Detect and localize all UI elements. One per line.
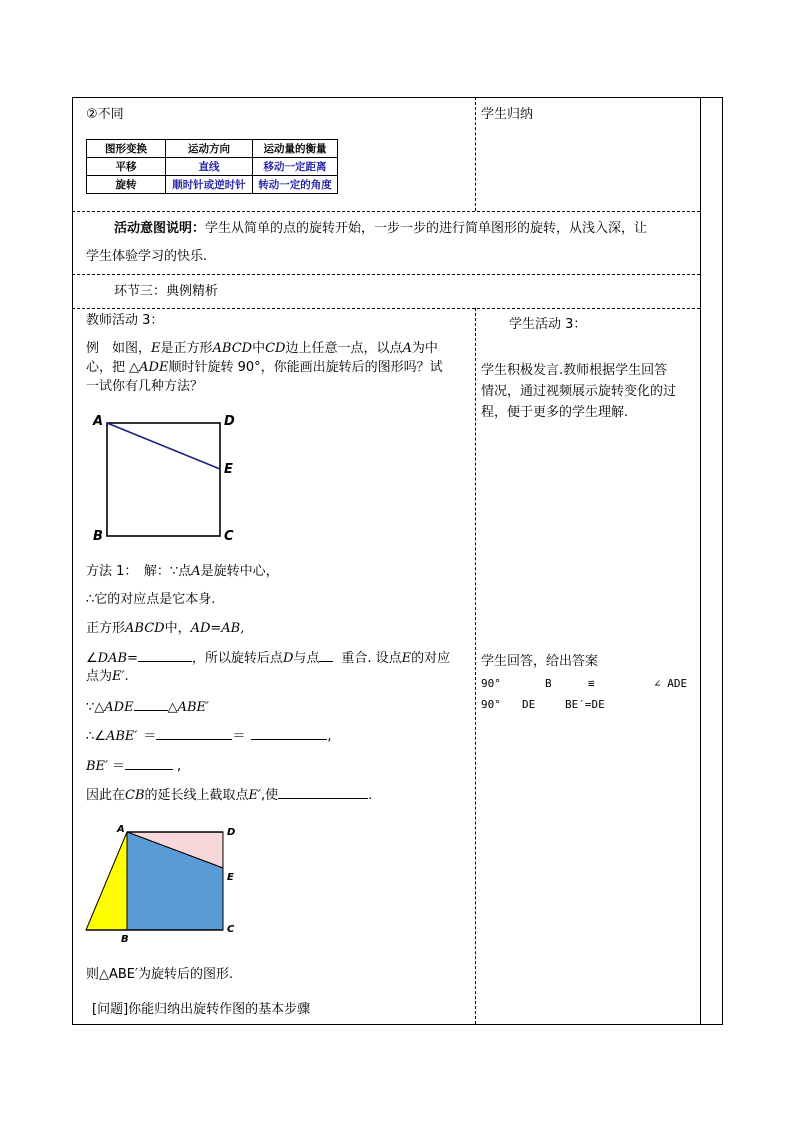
method-line-8 [86,757,181,776]
text: 方法 1： 解：∵点 [86,564,192,579]
text: , [177,759,182,774]
table-cell: 平移 [87,158,166,176]
method-line-6 [86,698,209,717]
text: BE′ [86,759,108,774]
teacher-heading: 教师活动 3： [86,313,164,328]
method-line-5 [86,668,129,686]
column-divider-upper [475,97,476,211]
label-e: E [224,462,233,477]
text: ABCD [212,341,253,356]
table-bottom-border [72,1024,722,1025]
column-divider-lower [475,308,476,1024]
answer-value: DE [522,698,536,711]
answer-value: 90° [481,677,501,690]
square-abcd [107,423,220,536]
text: D [282,651,294,666]
text: 点为 [86,669,113,684]
table-header-cell: 运动方向 [166,140,253,158]
top-right-text: 学生归纳 [481,107,534,122]
text: . [124,669,129,684]
text: ＝ [112,759,126,774]
text: ∴∠ [86,729,106,744]
text: ，所以旋转后点 [191,651,283,666]
student-heading: 学生活动 3： [509,317,587,332]
text: 为中 [411,341,438,356]
text: E′ [248,788,261,803]
example-line-1 [86,340,438,358]
label-d: D [227,827,236,838]
text: CB [125,788,145,803]
text: , [327,729,332,744]
answer-value: B [545,677,552,690]
text: DAB= [97,651,138,666]
text: ∠ [86,651,98,666]
top-left-item: ②不同 [86,107,124,122]
text: 是旋转中心， [200,564,279,579]
example-line-3: 一试你有几种方法？ [86,379,204,394]
row-divider-1 [72,211,700,212]
segment-ae [107,423,220,469]
conclusion-text: 则△ABE′为旋转后的图形. [86,967,234,982]
text: 中 [252,341,266,356]
text: A [402,341,412,356]
answer-blank[interactable] [125,757,173,770]
text: 是正方形 [160,341,213,356]
label-a: A [117,824,125,835]
label-b: B [93,529,103,543]
text: 边上任意一点，以点 [285,341,403,356]
example-line-2 [86,359,443,377]
label-a: A [93,414,104,429]
text: 的对应 [411,651,451,666]
answer-value: ∠ ADE [654,677,688,690]
figure-square-ade [90,408,250,543]
text: 因此在 [86,788,126,803]
text: 例 如图， [86,341,152,356]
table-cell: 直线 [166,158,253,176]
method-line-1 [86,563,279,581]
text: ∵△ [86,700,105,715]
answer-blank[interactable] [278,786,368,799]
table-cell: 移动一定距离 [253,158,338,176]
text: ABE′ [177,700,209,715]
text: ADE [139,360,169,375]
text: 心，把 △ [86,360,140,375]
intent-line-2: 学生体验学习的快乐. [86,249,208,264]
label-b: B [121,934,129,945]
table-top-border [72,97,722,98]
table-inner-right-border [700,97,701,1025]
method-line-3 [86,620,244,638]
text: ＝ [232,729,246,744]
text: △ [167,700,178,715]
text: 与点 [293,651,320,666]
answer-blank[interactable] [319,649,333,662]
table-row [87,176,338,194]
text: ABE′ [105,729,138,744]
table-cell: 顺时针或逆时针 [166,176,253,194]
student-answer-heading: 学生回答，给出答案 [481,654,599,669]
table-cell: 旋转 [87,176,166,194]
answer-blank[interactable] [251,727,327,740]
label-d: D [224,414,235,429]
text: AD=AB, [190,621,245,636]
intent-text: 学生从简单的点的旋转开始，一步一步的进行简单图形的旋转，从浅入深，让 [205,221,648,236]
section-title: 环节三：典例精析 [114,284,219,299]
table-row [87,140,338,158]
text: ABCD [125,621,165,636]
text: 的延长线上截取点 [144,788,249,803]
answer-value: BE′=DE [565,698,605,711]
text: 中， [164,621,191,636]
intent-label: 活动意图说明： [114,221,206,236]
table-right-border [722,97,723,1025]
text: 顺时针旋转 90°，你能画出旋转后的图形吗？试 [168,360,443,375]
table-left-border [72,97,73,1025]
text: ADE [104,700,134,715]
label-e: E [227,872,234,883]
table-cell: 转动一定的角度 [253,176,338,194]
text: 正方形 [86,621,126,636]
text: ,使 [260,788,279,803]
row-divider-3 [72,308,700,309]
text: 重合. 设点 [341,651,402,666]
method-line-9 [86,786,372,805]
triangle-abe-prime [86,832,127,930]
answer-value: 90° [481,698,501,711]
student-para-line-2: 情况，通过视频展示旋转变化的过 [481,384,677,399]
method-line-7 [86,727,332,746]
student-para-line-3: 程，便于更多的学生理解. [481,405,629,420]
table-row [87,158,338,176]
row-divider-2 [72,274,700,275]
text: CD [265,341,286,356]
text: E [401,651,412,666]
text: . [368,788,373,803]
question-text: [问题]你能归纳出旋转作图的基本步骤 [92,1002,311,1017]
text: E′ [112,669,125,684]
answer-blank[interactable] [138,649,192,662]
answer-blank[interactable] [134,698,168,711]
table-header-cell: 图形变换 [87,140,166,158]
answer-blank[interactable] [156,727,232,740]
figure-rotation-result [80,820,245,945]
text: A [191,564,201,579]
intent-line-1 [114,220,647,238]
label-c: C [227,924,235,935]
answer-value: ≌ [588,677,595,690]
label-c: C [224,529,234,543]
method-line-2: ∴它的对应点是它本身. [86,592,216,607]
text: E [151,341,161,356]
method-line-4 [86,649,450,668]
student-para-line-1: 学生积极发言.教师根据学生回答 [481,363,668,378]
motion-comparison-table [86,139,338,194]
table-header-cell: 运动量的衡量 [253,140,338,158]
text: ＝ [143,729,157,744]
